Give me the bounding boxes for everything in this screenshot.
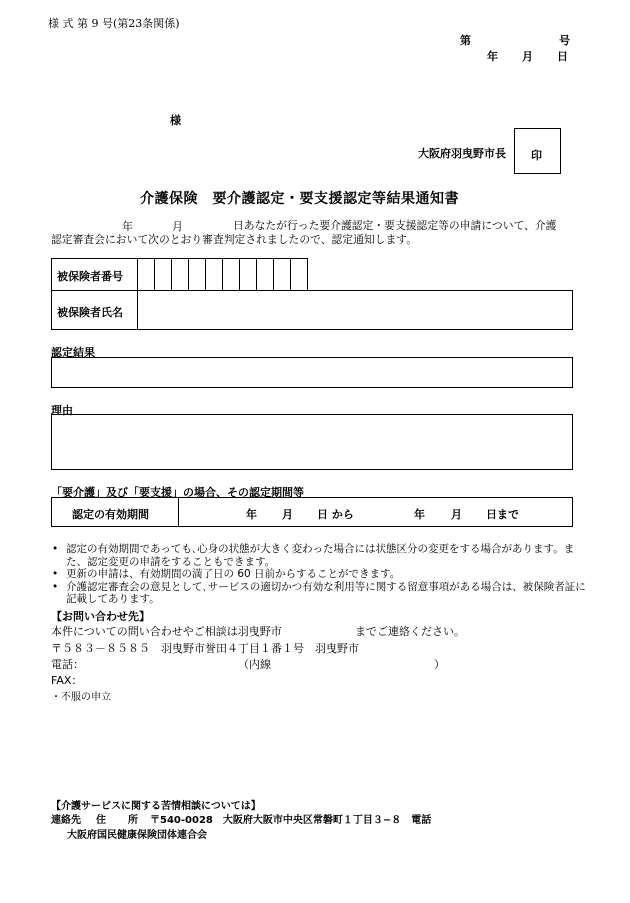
period-end-day: 日まで: [486, 508, 519, 521]
insured-name-label: 被保険者氏名: [57, 306, 123, 319]
footer-address-label-2: 所: [128, 815, 138, 826]
footer-address-label-1: 住: [96, 815, 106, 826]
digit-divider: [273, 258, 274, 291]
digit-divider: [154, 258, 155, 291]
intro-month: 月: [172, 220, 183, 233]
seal-label: 印: [531, 149, 542, 162]
intro-line1: 日あなたが行った要介護認定・要支援認定等の申請について、介護: [233, 219, 557, 232]
footer-heading: 【介護サービスに関する苦情相談については】: [51, 801, 261, 812]
tel-label: 電話：: [51, 658, 84, 671]
contact-heading: 【お問い合わせ先】: [51, 610, 150, 623]
reason-box: [51, 414, 573, 470]
document-title: 介護保険 要介護認定・要支援認定等結果通知書: [140, 191, 459, 207]
note-item: • 認定の有効期間であっても､心身の状態が大きく変わった場合には状態区分の変更をする場合があります。また、認定変更の申請をすることもできます。: [50, 543, 590, 568]
period-end-year: 年: [414, 508, 425, 521]
period-start-year: 年: [246, 508, 257, 521]
insured-name-row: [51, 290, 573, 330]
contact-line1b: までご連絡ください。: [355, 625, 465, 638]
result-box: [51, 357, 573, 388]
period-divider: [178, 497, 179, 527]
digit-divider: [290, 258, 291, 291]
period-start-month: 月: [282, 508, 293, 521]
reason-label: 理由: [51, 404, 73, 417]
digit-divider: [171, 258, 172, 291]
result-label: 認定結果: [51, 346, 95, 359]
intro-year: 年: [122, 220, 133, 233]
period-start-day: 日 から: [317, 508, 354, 521]
addressee-suffix: 様: [170, 114, 181, 127]
digit-divider: [205, 258, 206, 291]
footer-organization: 大阪府国民健康保険団体連合会: [67, 830, 207, 841]
period-end-month: 月: [451, 508, 462, 521]
footer-address: 〒540-0028 大阪府大阪市中央区常磐町１丁目３−８ 電話: [150, 815, 432, 826]
document-number-prefix: 第: [460, 34, 471, 47]
intro-line2: 認定審査会において次のとおり審査判定されましたので、認定通知します。: [51, 233, 418, 246]
appeal-label: ・不服の申立: [51, 692, 111, 703]
issuer-name: 大阪府羽曳野市長: [418, 147, 506, 160]
note-item: • 介護認定審査会の意見として､サービスの適切かつ有効な利用等に関する留意事項がある場合は、被保険者証に記載してあります。: [50, 581, 590, 606]
digit-divider: [222, 258, 223, 291]
name-divider: [137, 290, 138, 330]
digit-divider: [188, 258, 189, 291]
digit-divider: [256, 258, 257, 291]
document-number-suffix: 号: [559, 34, 570, 47]
contact-line1a: 本件についての問い合わせやご相談は羽曳野市: [51, 625, 282, 638]
digit-divider: [239, 258, 240, 291]
date-day: 日: [557, 50, 568, 63]
extension-open: （内線: [238, 658, 271, 671]
footer-contact-label: 連絡先: [51, 815, 81, 826]
digit-divider: [137, 258, 138, 291]
notes-list: [50, 543, 590, 606]
period-cell-label: 認定の有効期間: [72, 508, 149, 521]
date-month: 月: [522, 50, 533, 63]
note-item: • 更新の申請は、有効期間の満了日の 60 日前からすることができます。: [50, 568, 590, 581]
insured-number-label: 被保険者番号: [57, 270, 123, 283]
fax-label: FAX：: [51, 674, 83, 687]
extension-close: ）: [434, 658, 445, 671]
date-year: 年: [487, 50, 498, 63]
form-number: 様 式 第 9 号(第23条関係): [48, 17, 180, 30]
contact-address: 〒５８３－８５８５ 羽曳野市誉田４丁目１番１号 羽曳野市: [51, 642, 359, 655]
period-section-label: 「要介護」及び「要支援」の場合、その認定期間等: [51, 486, 304, 499]
